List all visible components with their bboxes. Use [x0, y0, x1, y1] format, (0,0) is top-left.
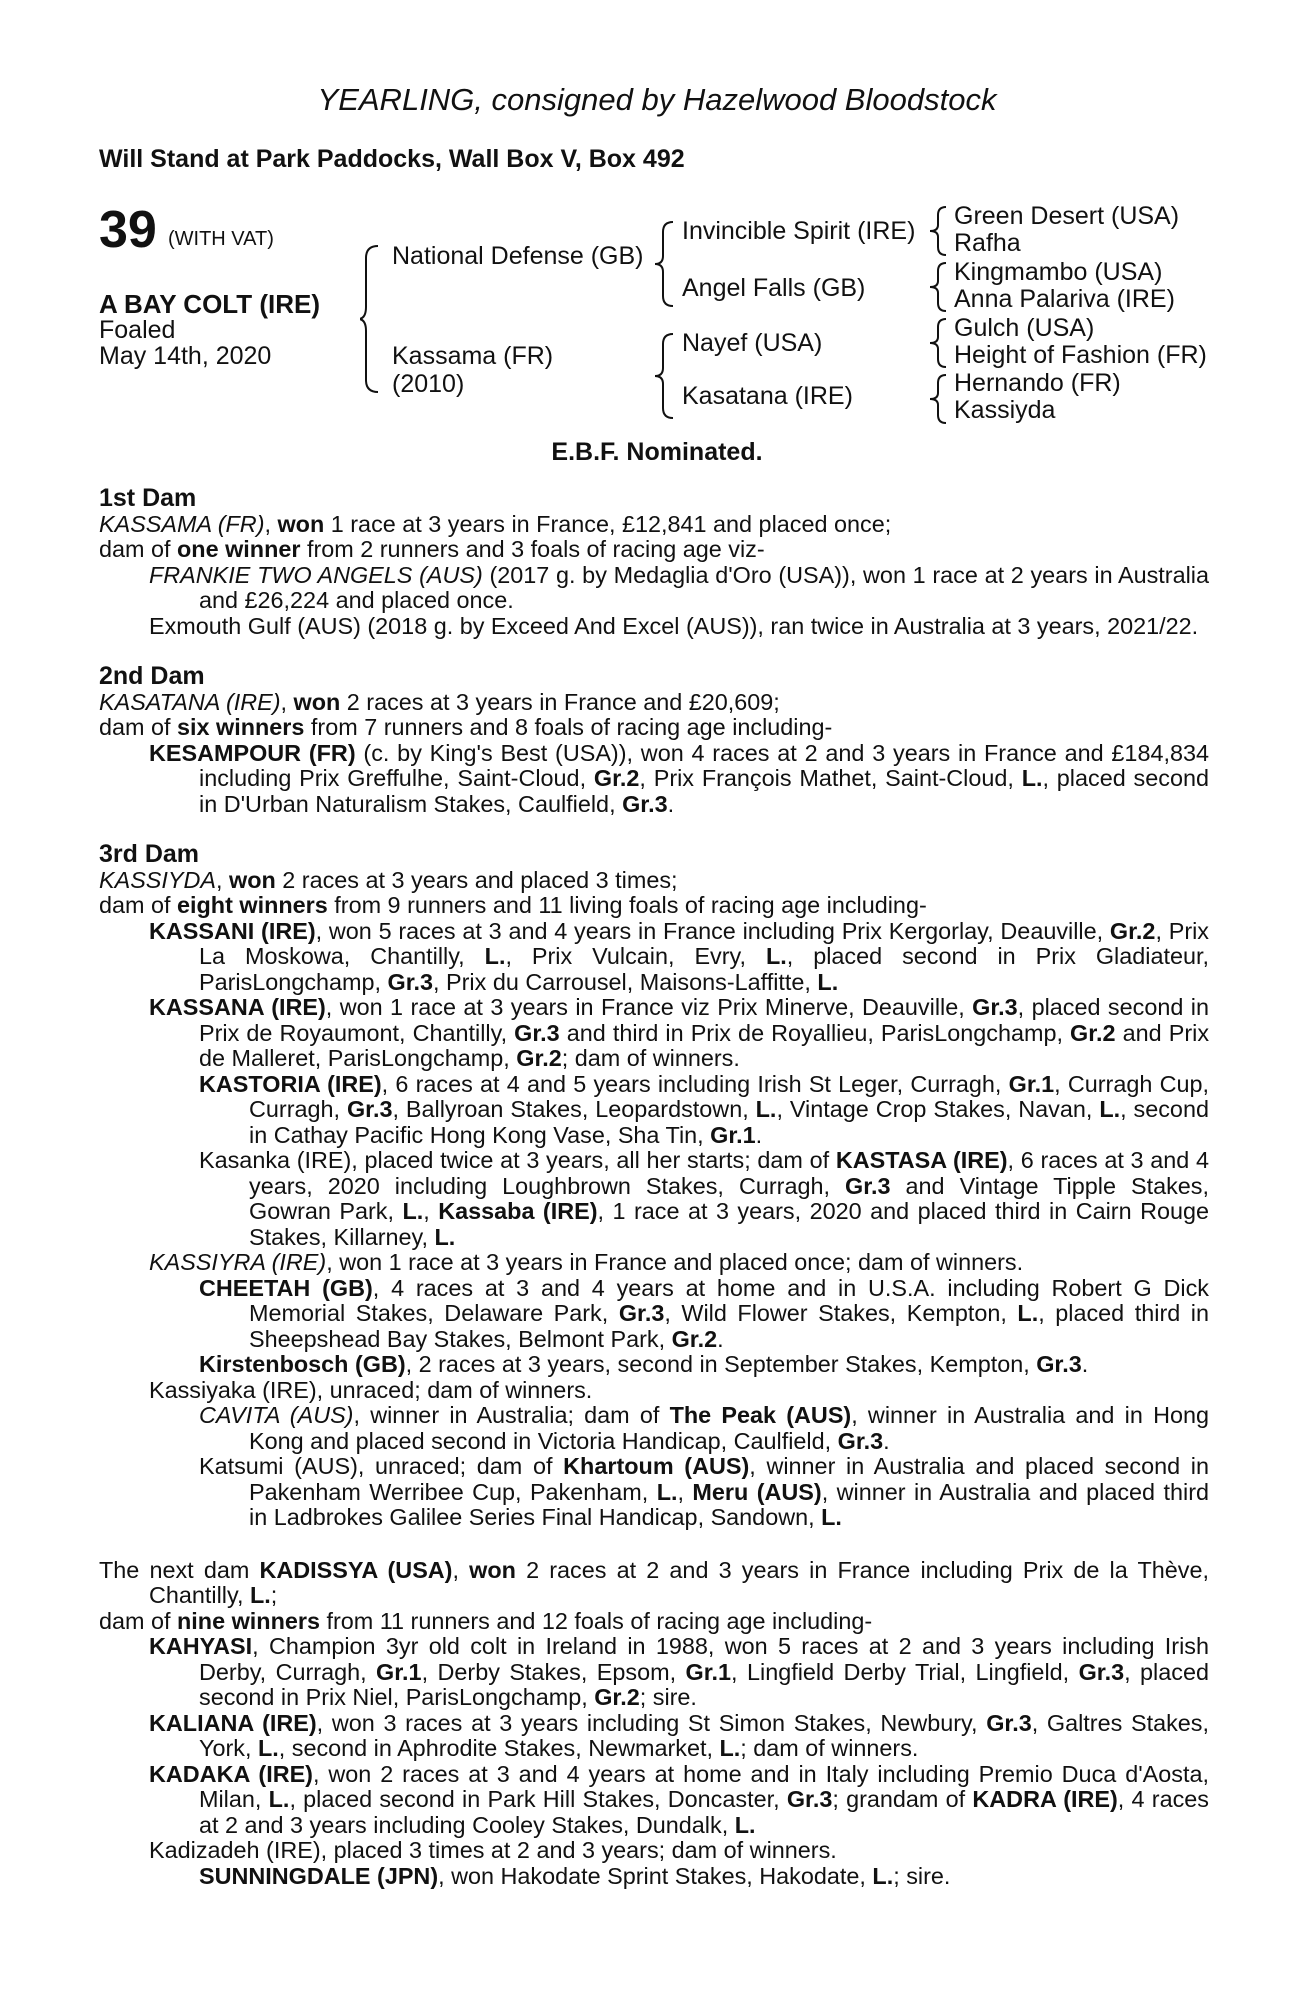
pedigree-gg-2: Rafha	[954, 229, 1021, 257]
pedigree-brace-main	[360, 244, 382, 394]
record-paragraph: KASSIYRA (IRE), won 1 race at 3 years in France and placed once; dam of winners.	[149, 1249, 1024, 1275]
pedigree-gg-4: Anna Palariva (IRE)	[954, 285, 1175, 313]
pedigree-brace-gg1	[930, 205, 950, 257]
record-paragraph: KADAKA (IRE), won 2 races at 3 and 4 years at home and in Italy including Premio Duca d'Aosta, Milan, L., placed second in Park Hill Stakes, Doncaster, Gr.3; grandam of KADRA (IRE), 4 races at 2 and 3 years including Cooley Stakes, Dundalk, L.	[149, 1760, 1209, 1838]
record-paragraph: Kassiyaka (IRE), unraced; dam of winners.	[149, 1376, 593, 1403]
pedigree-sire-dam: Angel Falls (GB)	[682, 274, 866, 302]
record-paragraph: The next dam KADISSYA (USA), won 2 races at 2 and 3 years in France including Prix de la Thève, Chantilly, L.;	[99, 1556, 1209, 1608]
pedigree-dam: Kassama (FR)	[392, 342, 554, 370]
record-paragraph: KASATANA (IRE), won 2 races at 3 years in France and £20,609;	[99, 688, 780, 715]
pedigree-gg-8: Kassiyda	[954, 396, 1056, 424]
record-paragraph: Exmouth Gulf (AUS) (2018 g. by Exceed And Excel (AUS)), ran twice in Australia at 3 years, 2021/22.	[149, 612, 1199, 639]
next-dam-section	[99, 1558, 1209, 1890]
record-paragraph: CAVITA (AUS), winner in Australia; dam of The Peak (AUS), winner in Australia and in Hong Kong and placed second in Victoria Handicap, Caulfield, Gr.3.	[199, 1402, 1209, 1454]
section-heading: 1st Dam	[99, 484, 197, 512]
record-paragraph: KALIANA (IRE), won 3 races at 3 years including St Simon Stakes, Newbury, Gr.3, Galtres Stakes, York, L., second in Aphrodite Stakes, Newmarket, L.; dam of winners.	[149, 1709, 1209, 1761]
record-paragraph: SUNNINGDALE (JPN), won Hakodate Sprint Stakes, Hakodate, L.; sire.	[199, 1862, 951, 1889]
pedigree-sire-sire: Invincible Spirit (IRE)	[682, 217, 916, 245]
record-paragraph: KASSANA (IRE), won 1 race at 3 years in France viz Prix Minerve, Deauville, Gr.3, placed second in Prix de Royaumont, Chantilly, Gr.3 and third in Prix de Royallieu, ParisLongchamp, Gr.2 and Prix de Malleret, ParisLongchamp, Gr.2; dam of winners.	[149, 994, 1210, 1071]
foaled-label: Foaled	[99, 316, 176, 344]
record-paragraph: KASSIYDA, won 2 races at 3 years and placed 3 times;	[99, 866, 678, 893]
section-heading: 2nd Dam	[99, 662, 205, 690]
pedigree-gg-6: Height of Fashion (FR)	[954, 341, 1207, 369]
produce-record	[99, 486, 1209, 1889]
ebf-nominated: E.B.F. Nominated.	[551, 438, 763, 466]
record-paragraph: dam of eight winners from 9 runners and 11 living foals of racing age including-	[99, 892, 927, 918]
page-title: YEARLING, consigned by Hazelwood Bloodstock	[317, 82, 997, 117]
pedigree-brace-sire	[655, 220, 677, 308]
dam-section	[99, 664, 1209, 817]
record-paragraph: Kasanka (IRE), placed twice at 3 years, all her starts; dam of KASTASA (IRE), 6 races at 3 and 4 years, 2020 including Loughbrown Stakes, Curragh, Gr.3 and Vintage Tipple Stakes, Gowran Park, L., Kassaba (IRE), 1 race at 3 years, 2020 and placed third in Cairn Rouge Stakes, Killarney, L.	[199, 1147, 1209, 1250]
record-paragraph: Kirstenbosch (GB), 2 races at 3 years, second in September Stakes, Kempton, Gr.3.	[199, 1351, 1089, 1377]
record-paragraph: CHEETAH (GB), 4 races at 3 and 4 years at home and in U.S.A. including Robert G Dick Memorial Stakes, Delaware Park, Gr.3, Wild Flower Stakes, Kempton, L., placed third in Sheepshead Bay Stakes, Belmont Park, Gr.2.	[199, 1274, 1210, 1352]
lot-number: 39	[99, 201, 157, 259]
record-paragraph: Katsumi (AUS), unraced; dam of Khartoum (AUS), winner in Australia and placed second in Pakenham Werribee Cup, Pakenham, L., Meru (AUS), winner in Australia and placed third in Ladbrokes Galilee Series Final Handicap, Sandown, L.	[199, 1453, 1209, 1530]
record-paragraph: KASTORIA (IRE), 6 races at 4 and 5 years including Irish St Leger, Curragh, Gr.1, Curragh Cup, Curragh, Gr.3, Ballyroan Stakes, Leopardstown, L., Vintage Crop Stakes, Navan, L., second in Cathay Pacific Hong Kong Vase, Sha Tin, Gr.1.	[199, 1070, 1209, 1148]
stand-location: Will Stand at Park Paddocks, Wall Box V, Box 492	[99, 145, 685, 173]
pedigree-brace-gg2	[930, 261, 950, 313]
pedigree-brace-gg4	[930, 373, 950, 425]
pedigree-gg-5: Gulch (USA)	[954, 314, 1095, 342]
record-paragraph: dam of six winners from 7 runners and 8 foals of racing age including-	[99, 714, 833, 740]
vat-note: (WITH VAT)	[168, 228, 274, 250]
pedigree-brace-gg3	[930, 317, 950, 369]
pedigree-brace-dam	[655, 332, 677, 420]
pedigree-dam-dam: Kasatana (IRE)	[682, 382, 853, 410]
pedigree-dam-year: (2010)	[392, 370, 465, 398]
record-paragraph: FRANKIE TWO ANGELS (AUS) (2017 g. by Medaglia d'Oro (USA)), won 1 race at 2 years in Australia and £26,224 and placed once.	[149, 561, 1209, 613]
pedigree-sire: National Defense (GB)	[392, 242, 644, 270]
horse-name: A BAY COLT (IRE)	[99, 289, 321, 319]
record-paragraph: dam of one winner from 2 runners and 3 foals of racing age viz-	[99, 536, 765, 562]
foaled-date: May 14th, 2020	[99, 342, 272, 370]
dam-section	[99, 842, 1209, 1531]
record-paragraph: KESAMPOUR (FR) (c. by King's Best (USA)), won 4 races at 2 and 3 years in France and £184,834 including Prix Greffulhe, Saint-Cloud, Gr.2, Prix François Mathet, Saint-Cloud, L., placed second in D'Urban Naturalism Stakes, Caulfield, Gr.3.	[149, 739, 1209, 817]
record-paragraph: KASSANI (IRE), won 5 races at 3 and 4 years in France including Prix Kergorlay, Deauville, Gr.2, Prix La Moskowa, Chantilly, L., Prix Vulcain, Evry, L., placed second in Prix Gladiateur, ParisLongchamp, Gr.3, Prix du Carrousel, Maisons-Laffitte, L.	[149, 917, 1210, 995]
pedigree-dam-sire: Nayef (USA)	[682, 329, 823, 357]
dam-section	[99, 486, 1209, 639]
record-paragraph: dam of nine winners from 11 runners and 12 foals of racing age including-	[99, 1607, 873, 1634]
pedigree-gg-3: Kingmambo (USA)	[954, 258, 1163, 286]
section-heading: 3rd Dam	[99, 840, 200, 868]
record-paragraph: Kadizadeh (IRE), placed 3 times at 2 and 3 years; dam of winners.	[149, 1837, 837, 1863]
record-paragraph: KASSAMA (FR), won 1 race at 3 years in France, £12,841 and placed once;	[99, 510, 892, 537]
pedigree-gg-1: Green Desert (USA)	[954, 202, 1180, 230]
record-paragraph: KAHYASI, Champion 3yr old colt in Ireland in 1988, won 5 races at 2 and 3 years including Irish Derby, Curragh, Gr.1, Derby Stakes, Epsom, Gr.1, Lingfield Derby Trial, Lingfield, Gr.3, placed second in Prix Niel, ParisLongchamp, Gr.2; sire.	[149, 1633, 1209, 1710]
pedigree-gg-7: Hernando (FR)	[954, 369, 1121, 397]
